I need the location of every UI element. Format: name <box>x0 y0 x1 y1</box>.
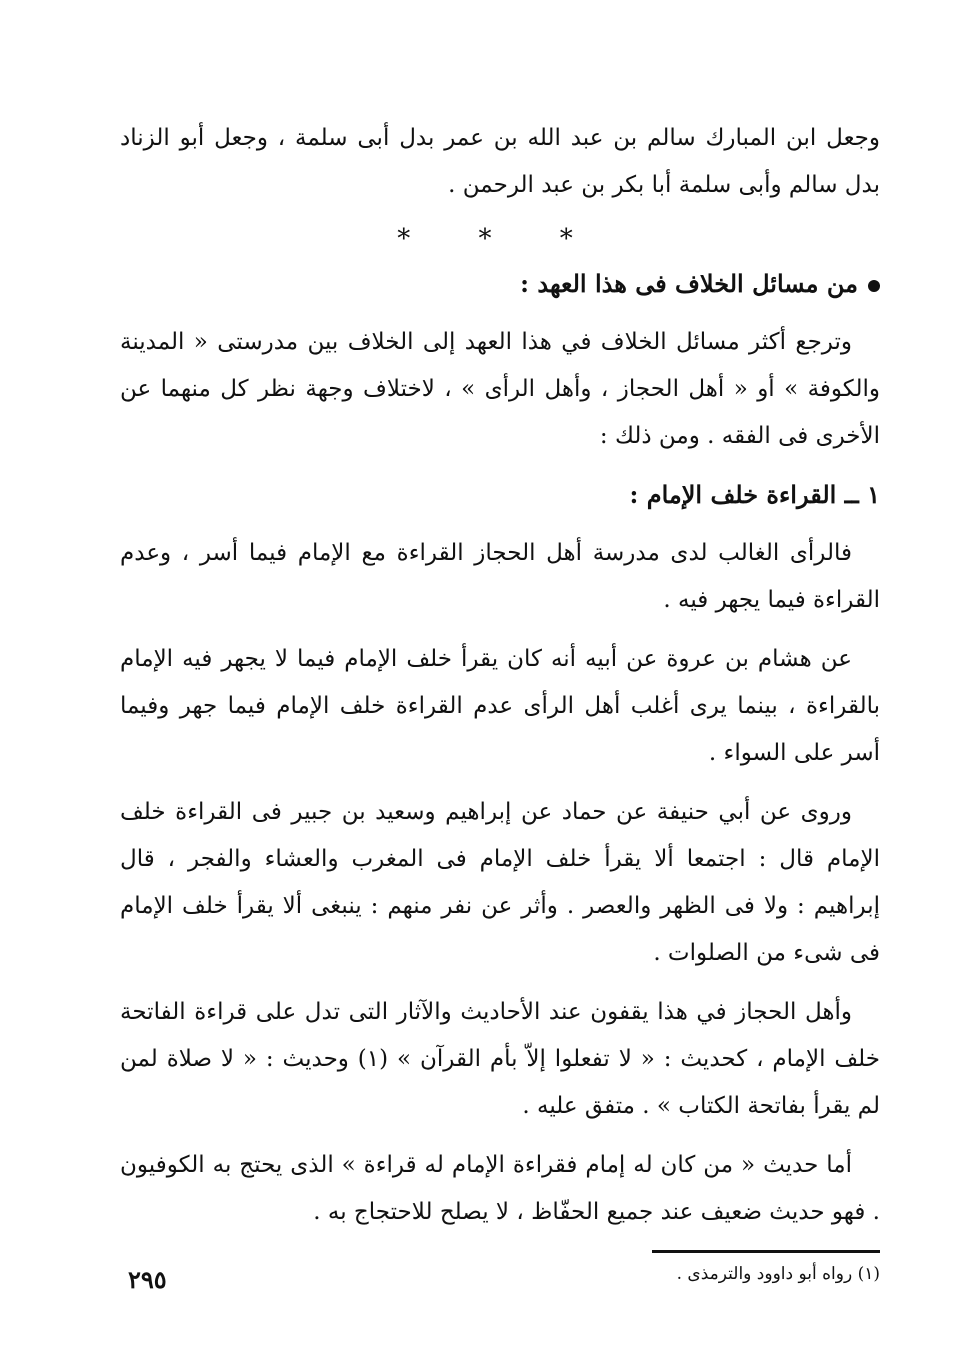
section-separator: * * * <box>397 224 603 254</box>
section-intro-paragraph: وترجع أكثر مسائل الخلاف في هذا العهد إلى الخلاف بين مدرستى « المدينة والكوفة » أو « أهل الحجاز ، وأهل الرأى » ، لاختلاف وجهة نظر كل منهما عن الأخرى فى الفقه . ومن ذلك : <box>120 329 880 449</box>
opening-paragraph: وجعل ابن المبارك سالم بن عبد الله بن عمر بدل أبى سلمة ، وجعل أبو الزناد بدل سالم وأبى سلمة أبا بكر بن عبد الرحمن . <box>120 125 880 198</box>
bullet-icon <box>868 280 880 292</box>
footnote: (١) رواه أبو داوود والترمذى . <box>676 1264 880 1284</box>
body-paragraph: فالرأى الغالب لدى مدرسة أهل الحجاز القراءة مع الإمام فيما أسر ، وعدم القراءة فيما يجهر فيه . <box>120 540 880 613</box>
section-heading-text: من مسائل الخلاف فى هذا العهد : <box>520 269 858 298</box>
body-paragraph: أما حديث « من كان له إمام فقراءة الإمام له قراءة » الذى يحتج به الكوفيون . فهو حديث ضعيف عند جميع الحفّاظ ، لا يصلح للاحتجاج به . <box>120 1152 880 1225</box>
footnote-divider <box>652 1250 880 1253</box>
body-paragraph: وأهل الحجاز في هذا يقفون عند الأحاديث والآثار التى تدل على قراءة الفاتحة خلف الإمام ، كحديث : « لا تفعلوا إلاّ بأم القرآن » (١) وحديث : « لا صلاة لمن لم يقرأ بفاتحة الكتاب » . متفق عليه . <box>120 999 881 1119</box>
body-paragraph: عن هشام بن عروة عن أبيه أنه كان يقرأ خلف الإمام فيما لا يجهر فيه الإمام بالقراءة ، بينما يرى أغلب أهل الرأى عدم القراءة خلف الإمام فيما جهر وفيما أسر على السواء . <box>120 646 880 766</box>
subheading: ١ ــ القراءة خلف الإمام : <box>629 480 880 509</box>
page-number: ٢٩٥ <box>128 1265 167 1294</box>
section-heading <box>120 261 880 307</box>
page-body <box>120 115 880 1287</box>
body-paragraph: وروى عن أبي حنيفة عن حماد عن إبراهيم وسعيد بن جبير فى القراءة خلف الإمام قال : اجتمعا ألا يقرأ خلف الإمام فى المغرب والعشاء والفجر ، قال إبراهيم : ولا فى الظهر والعصر . وأثر عن نفر منهم : ينبغى ألا يقرأ خلف الإمام فى شىء من الصلوات . <box>120 799 880 966</box>
